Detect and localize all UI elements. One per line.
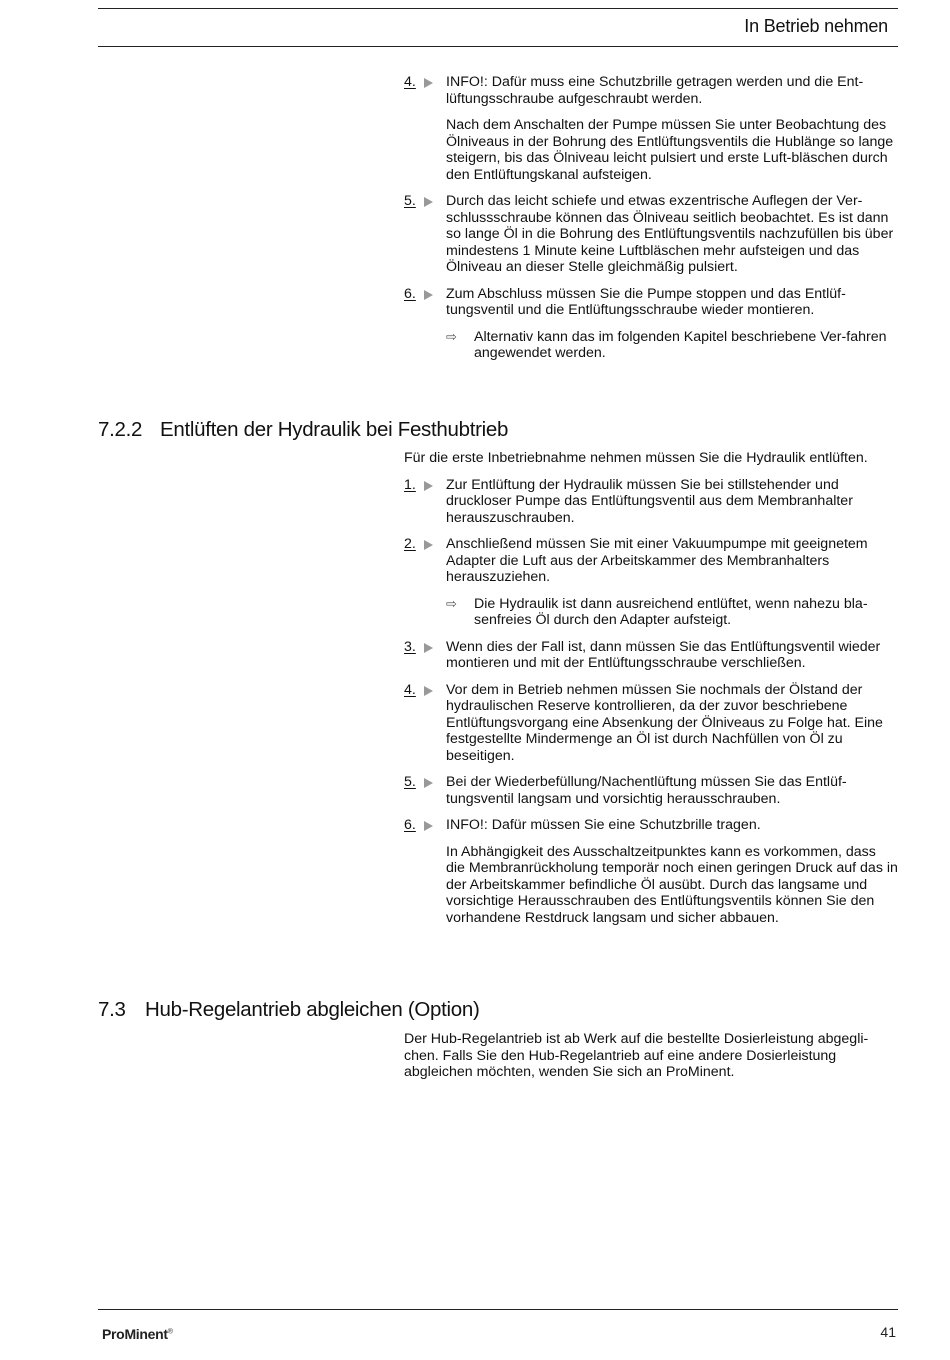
page-header-title: In Betrieb nehmen [744,16,888,36]
result-arrow-icon: ⇨ [446,595,457,611]
step-arrow-icon [424,821,433,831]
section-heading [98,998,480,1022]
step-item [404,536,898,586]
section-number: 7.2.2 [98,418,143,441]
page-number: 41 [880,1324,896,1340]
section-title: Hub-Regelantrieb abgleichen (Option) [145,998,480,1021]
step-paragraph: In Abhängigkeit des Ausschaltzeitpunktes kann es vorkommen, dass die Membranrückholung temporär noch einen geringen Druck auf das in der Arbeitskammer befindliche Öl ausübt. Durch das langsame und vorsichtige Herausschrauben des Entlüftungsventils können Sie den vorhandene Restdruck langsam und sicher abbauen. [446,843,898,926]
step-number: 5. [404,774,416,790]
step-item [404,682,898,765]
step-arrow-icon [424,290,433,300]
info-label: INFO!: [446,817,488,833]
step-number: 4. [404,74,416,90]
step-result [404,596,898,629]
prominent-logo [102,1326,173,1342]
continued-steps [404,74,898,362]
step-arrow-icon [424,686,433,696]
result-text: Alternativ kann das im folgenden Kapitel beschriebene Ver-fahren angewendet werden. [474,328,887,361]
step-paragraph: Nach dem Anschalten der Pumpe müssen Sie unter Beobachtung des Ölniveaus in der Bohrung des Entlüftungsventils die Hublänge so lange steigern, bis das Ölniveau leicht pulsiert und erste Luft-bläschen durch den Entlüftungskanal aufsteigen. [446,117,894,183]
step-arrow-icon [424,78,433,88]
step-text: Wenn dies der Fall ist, dann müssen Sie das Entlüftungsventil wieder montieren und mit der Entlüftungsschraube verschließen. [446,638,881,671]
section-73-body [404,1031,898,1081]
section-title: Entlüften der Hydraulik bei Festhubtrieb [160,418,509,441]
step-number: 5. [404,193,416,209]
step-arrow-icon [424,778,433,788]
step-number: 3. [404,638,416,655]
section-number: 7.3 [98,998,126,1021]
step-arrow-icon [424,540,433,550]
step-item [404,817,898,834]
logo-registered: ® [167,1328,173,1336]
step-continuation [404,844,898,927]
footer-rule [98,1309,898,1310]
section-heading [98,418,508,442]
step-item [404,774,898,807]
step-text: Durch das leicht schiefe und etwas exzentrische Auflegen der Ver-schlussschraube können das Ölniveau seitlich beobachtet. Es ist dann so lange Öl in die Bohrung des Entlüftungsventils nachzufüllen bis über mindestens 1 Minute keine Luftbläschen mehr aufsteigen und das Ölniveau an dieser Stelle gleichmäßig pulsiert. [446,193,894,275]
step-text: Zur Entlüftung der Hydraulik müssen Sie bei stillstehender und druckloser Pumpe das Entlüftungsventil aus dem Membranhalter herauszuschrauben. [446,476,853,526]
step-text: Dafür muss eine Schutzbrille getragen werden und die Ent-lüftungsschraube aufgeschraubt werden. [446,74,864,107]
step-arrow-icon [424,643,433,653]
section-intro: Für die erste Inbetriebnahme nehmen müssen Sie die Hydraulik entlüften. [404,450,868,466]
step-text: Bei der Wiederbefüllung/Nachentlüftung müssen Sie das Entlüf-tungsventil langsam und vorsichtig herausschrauben. [446,774,847,807]
step-item [404,74,898,107]
section-722-body [404,450,898,926]
section-text: Der Hub-Regelantrieb ist ab Werk auf die bestellte Dosierleistung abgegli-chen. Falls Sie den Hub-Regelantrieb auf eine andere Dosierleistung abgleichen möchten, wenden Sie sich an ProMinent. [404,1031,869,1080]
step-text: Anschließend müssen Sie mit einer Vakuumpumpe mit geeignetem Adapter die Luft aus der Arbeitskammer des Membranhalters herauszuziehen. [446,536,868,585]
step-item [404,477,898,527]
info-label: INFO!: [446,74,488,90]
step-continuation [404,117,898,183]
step-number: 4. [404,681,416,698]
step-item [404,193,898,276]
step-number: 2. [404,536,416,552]
header-top-rule [98,8,898,9]
header-bottom-rule [98,46,898,47]
step-number: 1. [404,476,416,493]
step-text: Vor dem in Betrieb nehmen müssen Sie nochmals der Ölstand der hydraulischen Reserve kontrollieren, da der zuvor beschriebene Entlüftungsvorgang eine Absenkung der Ölniveaus zu Folge hat. Eine festgestellte Mindermenge an Öl ist durch Nachfüllen von Öl zu beseitigen. [446,681,883,764]
step-text: Dafür müssen Sie eine Schutzbrille tragen. [491,817,761,833]
step-number: 6. [404,817,416,833]
step-result [404,329,898,362]
step-text: Zum Abschluss müssen Sie die Pumpe stoppen und das Entlüf-tungsventil und die Entlüftungsschraube wieder montieren. [446,285,846,318]
step-number: 6. [404,285,416,302]
step-arrow-icon [424,197,433,207]
result-arrow-icon: ⇨ [446,328,457,344]
step-item [404,639,898,672]
logo-text: ProMinent [102,1326,168,1342]
step-arrow-icon [424,481,433,491]
result-text: Die Hydraulik ist dann ausreichend entlüftet, wenn nahezu bla-senfreies Öl durch den Adapter aufsteigt. [474,595,868,628]
step-item [404,286,898,319]
